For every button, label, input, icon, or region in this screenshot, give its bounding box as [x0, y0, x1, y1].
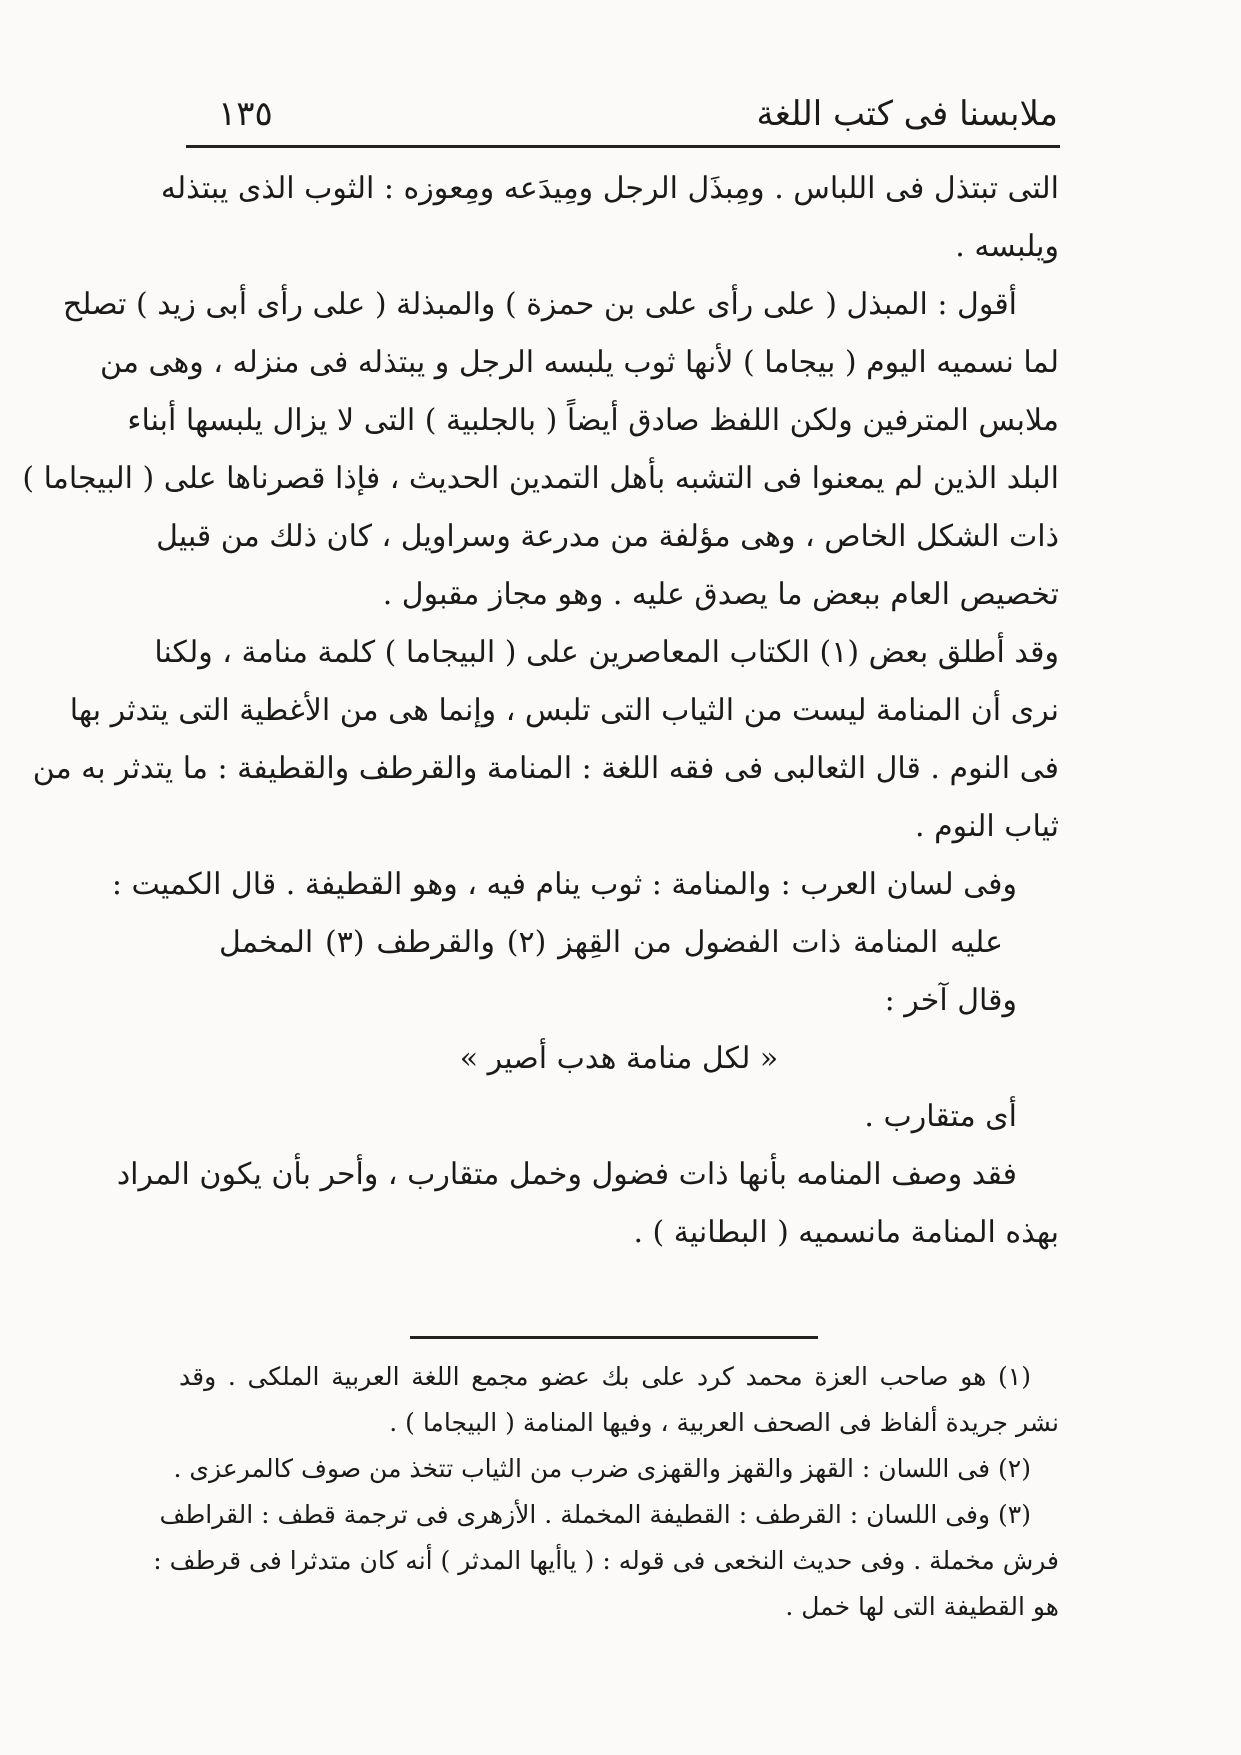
body-line: وقد أطلق بعض (١) الكتاب المعاصرين على ( البيجاما ) كلمة منامة ، ولكنا	[154, 635, 1059, 670]
body-line: لما نسميه اليوم ( بيجاما ) لأنها ثوب يلبسه الرجل و يبتذله فى منزله ، وهى من	[100, 345, 1059, 380]
footnote-line: هو القطيفة التى لها خمل .	[785, 1592, 1059, 1621]
footnote-line: (١) هو صاحب العزة محمد كرد على بك عضو مجمع اللغة العربية الملكى . وقد	[179, 1362, 1031, 1391]
body-line: ويلبسه .	[955, 229, 1059, 264]
page-header	[188, 84, 1058, 144]
footnotes	[153, 1354, 1059, 1630]
body-line: البلد الذين لم يمعنوا فى التشبه بأهل التمدين الحديث ، فإذا قصرناها على ( البيجاما )	[22, 461, 1059, 496]
footnote-rule	[410, 1336, 818, 1339]
body-line: أى متقارب .	[864, 1099, 1017, 1134]
body-line: ملابس المترفين ولكن اللفظ صادق أيضاً ( بالجلبية ) التى لا يزال يلبسها أبناء	[127, 403, 1059, 438]
body-line: ذات الشكل الخاص ، وهى مؤلفة من مدرعة وسراويل ، كان ذلك من قبيل	[156, 519, 1059, 554]
body-line: وفى لسان العرب : والمنامة : ثوب ينام فيه ، وهو القطيفة . قال الكميت :	[111, 867, 1017, 902]
body-line: فى النوم . قال الثعالبى فى فقه اللغة : المنامة والقرطف والقطيفة : ما يتدثر به من	[32, 751, 1059, 786]
page-number: ١٣٥	[218, 94, 273, 134]
footnote-line: فرش مخملة . وفى حديث النخعى فى قوله : ( ياأيها المدثر ) أنه كان متدثرا فى قرطف :	[153, 1546, 1059, 1575]
footnote-line: (٢) فى اللسان : القهز والقهز والقهزى ضرب من الثياب تتخذ من صوف كالمرعزى .	[173, 1454, 1031, 1483]
body-line: وقال آخر :	[884, 983, 1017, 1018]
verse-line: عليه المنامة ذات الفضول من القِهز (٢) والقرطف (٣) المخمل	[219, 925, 1003, 960]
body-line: فقد وصف المنامه بأنها ذات فضول وخمل متقارب ، وأحر بأن يكون المراد	[116, 1157, 1017, 1192]
body-line: أقول : المبذل ( على رأى على بن حمزة ) والمبذلة ( على رأى أبى زيد ) تصلح	[62, 287, 1017, 322]
body-line: ثياب النوم .	[915, 809, 1059, 844]
header-rule	[186, 145, 1060, 148]
footnote-line: (٣) وفى اللسان : القرطف : القطيفة المخملة . الأزهرى فى ترجمة قطف : القراطف	[159, 1500, 1031, 1529]
body-text	[22, 160, 1059, 1262]
body-line: التى تبتذل فى اللباس . ومِبذَل الرجل ومِيدَعه ومِعوزه : الثوب الذى يبتذله	[160, 171, 1059, 206]
verse-line: « لكل منامة هدب أصير »	[459, 1041, 779, 1076]
body-line: بهذه المنامة مانسميه ( البطانية ) .	[633, 1215, 1059, 1250]
body-line: تخصيص العام ببعض ما يصدق عليه . وهو مجاز مقبول .	[382, 577, 1059, 612]
running-title: ملابسنا فى كتب اللغة	[756, 94, 1058, 134]
body-line: نرى أن المنامة ليست من الثياب التى تلبس ، وإنما هى من الأغطية التى يتدثر بها	[69, 693, 1059, 728]
footnote-line: نشر جريدة ألفاظ فى الصحف العربية ، وفيها المنامة ( البيجاما ) .	[389, 1408, 1059, 1437]
